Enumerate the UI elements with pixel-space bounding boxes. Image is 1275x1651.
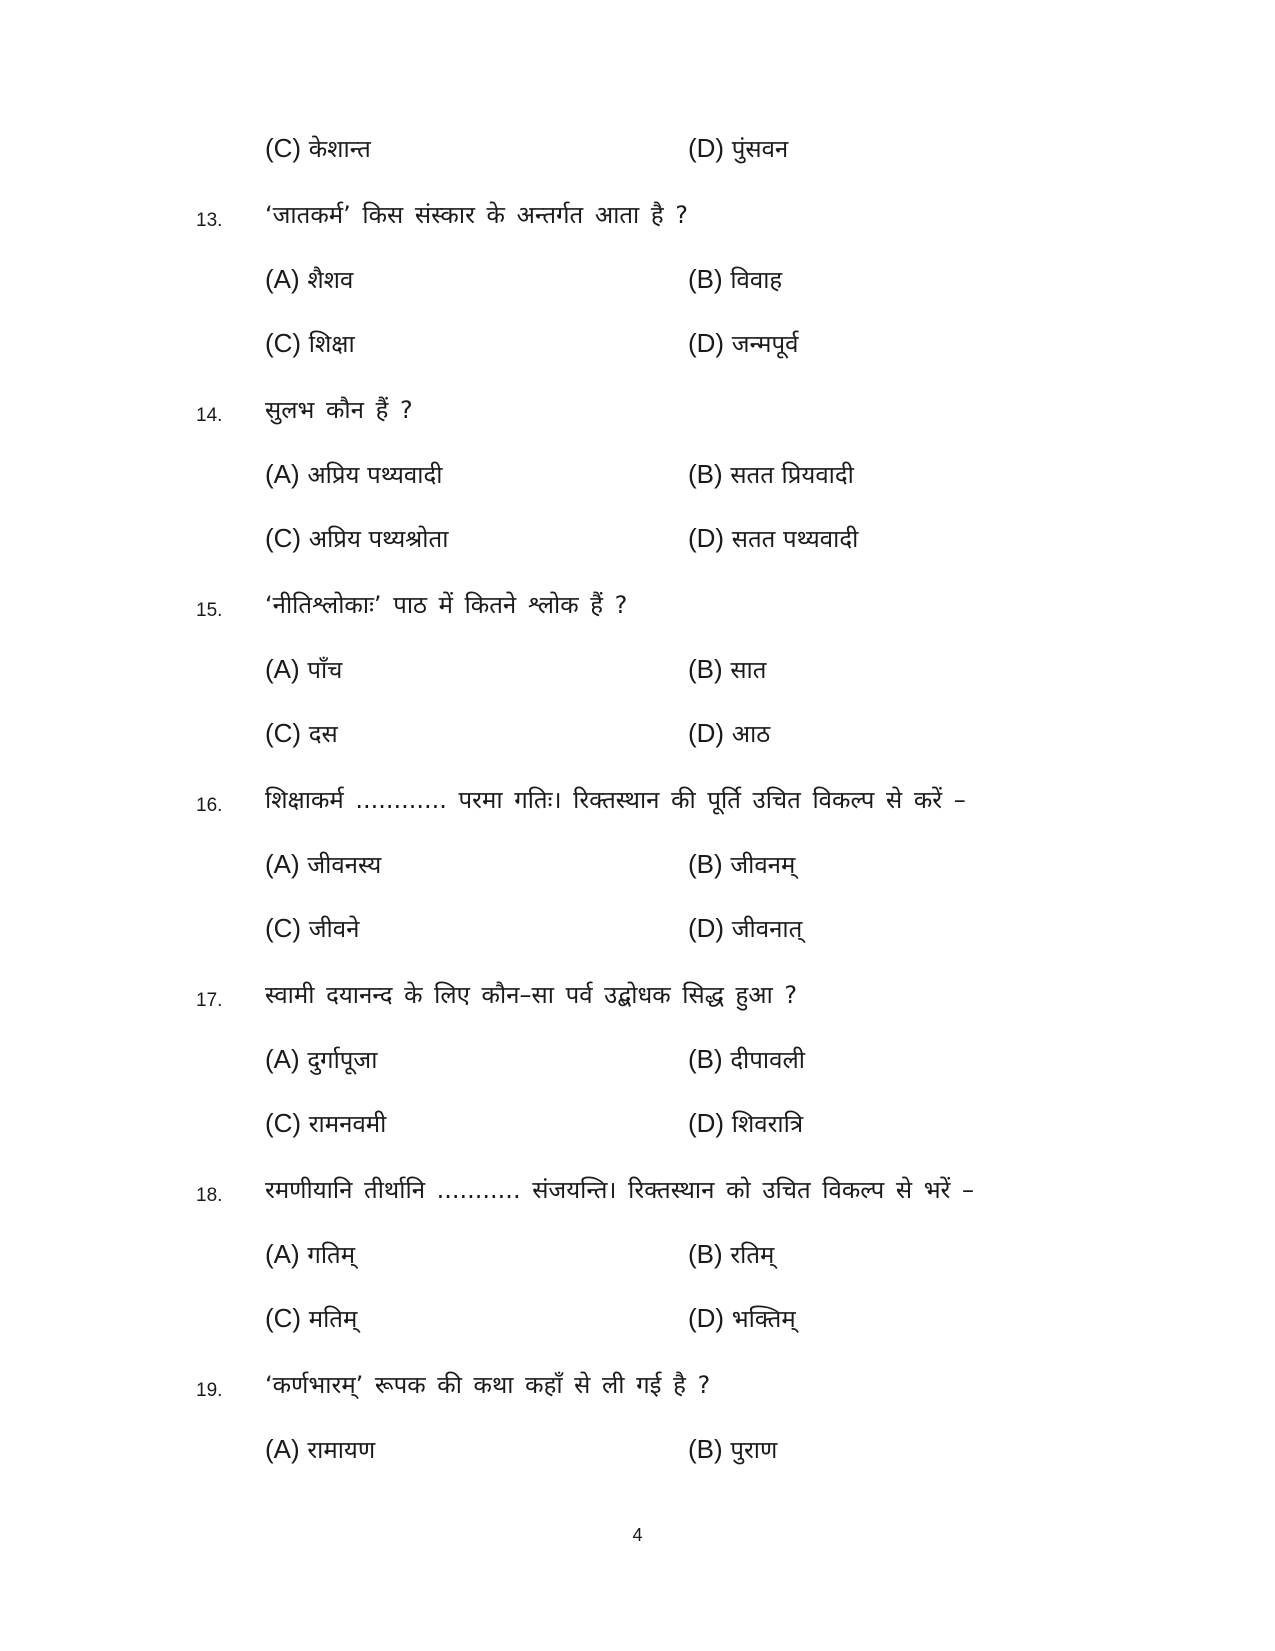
option-c: (C) मतिम् bbox=[265, 1303, 358, 1333]
option-c: (C) जीवने bbox=[265, 913, 360, 943]
option-b: (B) सतत प्रियवादी bbox=[688, 459, 854, 489]
page-number: 4 bbox=[632, 1525, 643, 1545]
question-number: 16. bbox=[196, 795, 223, 816]
question-row bbox=[0, 198, 1275, 238]
question-row bbox=[0, 783, 1275, 823]
option-row bbox=[0, 912, 1275, 952]
option-b: (B) विवाह bbox=[688, 264, 783, 294]
question-number: 13. bbox=[196, 210, 223, 231]
option-a: (A) गतिम् bbox=[265, 1239, 356, 1269]
option-row bbox=[0, 1238, 1275, 1278]
option-row bbox=[0, 1107, 1275, 1147]
option-b: (B) सात bbox=[688, 654, 767, 684]
question-number: 17. bbox=[196, 990, 223, 1011]
option-a: (A) पाँच bbox=[265, 654, 343, 684]
option-c: (C) केशान्त bbox=[265, 133, 371, 163]
option-row bbox=[0, 1302, 1275, 1342]
option-d: (D) जन्मपूर्व bbox=[688, 328, 799, 358]
question-text: ‘कर्णभारम्’ रूपक की कथा कहाँ से ली गई है ? bbox=[265, 1371, 711, 1399]
option-row bbox=[0, 522, 1275, 562]
option-d: (D) जीवनात् bbox=[688, 913, 803, 943]
option-d: (D) पुंसवन bbox=[688, 133, 789, 163]
question-number: 15. bbox=[196, 600, 223, 621]
option-d: (D) शिवरात्रि bbox=[688, 1108, 804, 1138]
option-row bbox=[0, 327, 1275, 367]
option-row bbox=[0, 1433, 1275, 1473]
question-text: सुलभ कौन हैं ? bbox=[265, 396, 413, 424]
option-row bbox=[0, 1043, 1275, 1083]
option-c: (C) रामनवमी bbox=[265, 1108, 387, 1138]
option-row bbox=[0, 132, 1275, 172]
option-b: (B) जीवनम् bbox=[688, 849, 796, 879]
question-row bbox=[0, 393, 1275, 433]
question-text: शिक्षाकर्म ............ परमा गतिः। रिक्तस्थान की पूर्ति उचित विकल्प से करें – bbox=[265, 786, 966, 814]
option-b: (B) रतिम् bbox=[688, 1239, 775, 1269]
question-text: रमणीयानि तीर्थानि ........... संजयन्ति। रिक्तस्थान को उचित विकल्प से भरें – bbox=[265, 1176, 975, 1204]
question-row bbox=[0, 978, 1275, 1018]
option-row bbox=[0, 848, 1275, 888]
option-a: (A) जीवनस्य bbox=[265, 849, 382, 879]
question-row bbox=[0, 1368, 1275, 1408]
question-number: 14. bbox=[196, 405, 223, 426]
option-d: (D) सतत पथ्यवादी bbox=[688, 523, 859, 553]
option-c: (C) शिक्षा bbox=[265, 328, 355, 358]
option-row bbox=[0, 458, 1275, 498]
question-row bbox=[0, 1173, 1275, 1213]
option-a: (A) अप्रिय पथ्यवादी bbox=[265, 459, 443, 489]
question-text: स्वामी दयानन्द के लिए कौन–सा पर्व उद्बोधक सिद्ध हुआ ? bbox=[265, 981, 798, 1009]
option-a: (A) दुर्गापूजा bbox=[265, 1044, 378, 1074]
question-row bbox=[0, 588, 1275, 628]
option-row bbox=[0, 653, 1275, 693]
option-d: (D) आठ bbox=[688, 718, 771, 748]
option-c: (C) दस bbox=[265, 718, 338, 748]
option-a: (A) शैशव bbox=[265, 264, 354, 294]
option-row bbox=[0, 717, 1275, 757]
option-d: (D) भक्तिम् bbox=[688, 1303, 796, 1333]
option-a: (A) रामायण bbox=[265, 1434, 376, 1464]
option-c: (C) अप्रिय पथ्यश्रोता bbox=[265, 523, 449, 553]
question-number: 18. bbox=[196, 1185, 223, 1206]
question-number: 19. bbox=[196, 1380, 223, 1401]
option-row bbox=[0, 263, 1275, 303]
option-b: (B) पुराण bbox=[688, 1434, 778, 1464]
option-b: (B) दीपावली bbox=[688, 1044, 805, 1074]
question-text: ‘नीतिश्लोकाः’ पाठ में कितने श्लोक हैं ? bbox=[265, 591, 628, 619]
question-text: ‘जातकर्म’ किस संस्कार के अन्तर्गत आता है ? bbox=[265, 201, 688, 229]
